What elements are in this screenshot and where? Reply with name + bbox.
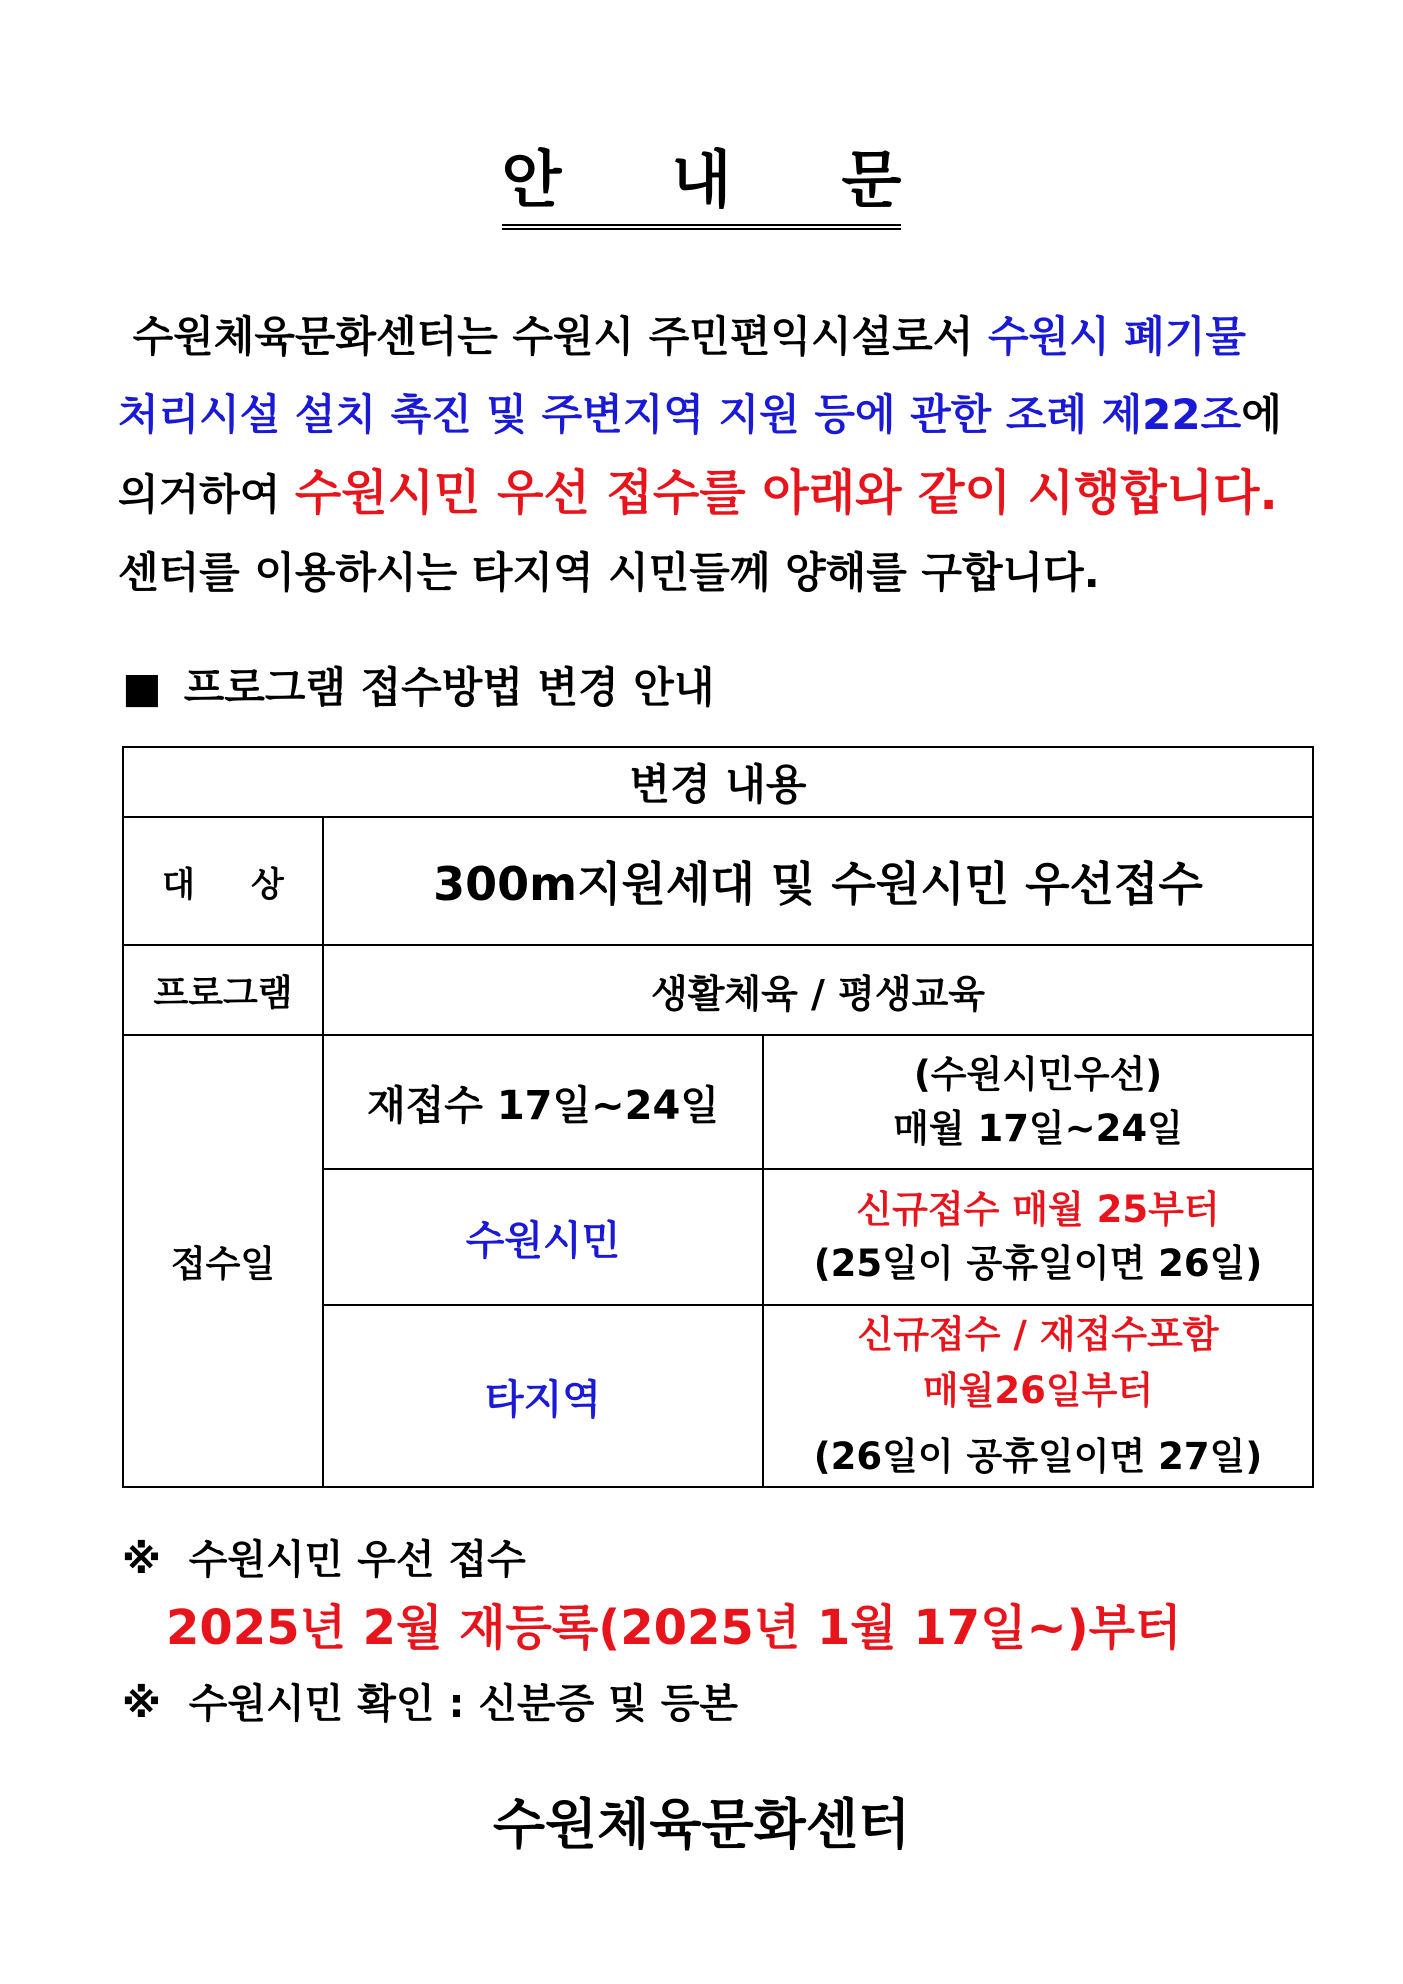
target-label-part: 상 (251, 864, 284, 905)
other-region-detail (763, 1305, 1313, 1487)
target-label-part: 대 (162, 864, 195, 905)
intro-text: 수원체육문화센터는 수원시 주민편익시설로서 (132, 312, 988, 361)
verification-note (122, 1676, 738, 1732)
other-region-start: 매월26일부터 (922, 1369, 1154, 1412)
other-region-label: 타지역 (323, 1305, 763, 1487)
verification-note-text: 수원시민 확인 : 신분증 및 등본 (188, 1681, 739, 1727)
other-region-registration: 신규접수 / 재접수포함 (857, 1313, 1219, 1356)
reference-mark-icon: ※ (122, 1537, 161, 1583)
reference-mark-icon: ※ (122, 1681, 161, 1727)
date-label: 접수일 (123, 1035, 323, 1487)
priority-start-date: 2025년 2월 재등록(2025년 1월 17일~)부터 (166, 1600, 1182, 1656)
table-row-reregister (123, 1035, 1313, 1169)
program-value: 생활체육 / 평생교육 (323, 945, 1313, 1035)
reregister-note: (수원시민우선) (913, 1053, 1163, 1096)
other-region-holiday-note: (26일이 공휴일이면 27일) (813, 1435, 1263, 1478)
table-header-row (123, 747, 1313, 817)
ordinance-highlight: 처리시설 설치 촉진 및 주변지역 지원 등에 관한 조례 제22조 (118, 390, 1242, 439)
table-row-program (123, 945, 1313, 1035)
table-header: 변경 내용 (123, 747, 1313, 817)
intro-text: 센터를 이용하시는 타지역 시민들께 양해를 구합니다. (118, 548, 1100, 597)
intro-text: 에 (1241, 390, 1282, 439)
reregister-dates: 매월 17일~24일 (893, 1107, 1183, 1150)
section-heading-text: 프로그램 접수방법 변경 안내 (183, 663, 715, 712)
reregister-detail (763, 1035, 1313, 1169)
priority-note-text: 수원시민 우선 접수 (188, 1537, 526, 1583)
priority-highlight: 수원시민 우선 접수를 아래와 같이 시행합니다. (294, 465, 1278, 521)
priority-note (122, 1532, 526, 1588)
square-bullet-icon: ■ (122, 663, 162, 712)
suwon-holiday-note: (25일이 공휴일이면 26일) (813, 1242, 1263, 1285)
target-label (123, 817, 323, 945)
suwon-citizen-label: 수원시민 (323, 1169, 763, 1305)
intro-line-2 (118, 376, 1288, 454)
program-label: 프로그램 (123, 945, 323, 1035)
intro-line-4 (118, 534, 1288, 612)
organization-name: 수원체육문화센터 (492, 1793, 911, 1856)
ordinance-highlight: 수원시 폐기물 (987, 312, 1246, 361)
intro-paragraph (118, 298, 1288, 612)
suwon-citizen-detail (763, 1169, 1313, 1305)
title-char-2: 내 (671, 143, 732, 216)
target-value: 300m지원세대 및 수원시민 우선접수 (323, 817, 1313, 945)
intro-line-1 (118, 298, 1288, 376)
change-details-table (122, 746, 1314, 1488)
table-row-target (123, 817, 1313, 945)
intro-text: 의거하여 (118, 470, 295, 519)
section-heading (122, 660, 714, 716)
title-char-3: 문 (841, 143, 902, 216)
intro-line-3 (118, 454, 1288, 534)
suwon-new-registration: 신규접수 매월 25부터 (856, 1188, 1220, 1231)
reregister-period: 재접수 17일~24일 (323, 1035, 763, 1169)
page-title (0, 140, 1403, 230)
title-char-1: 안 (501, 143, 562, 216)
